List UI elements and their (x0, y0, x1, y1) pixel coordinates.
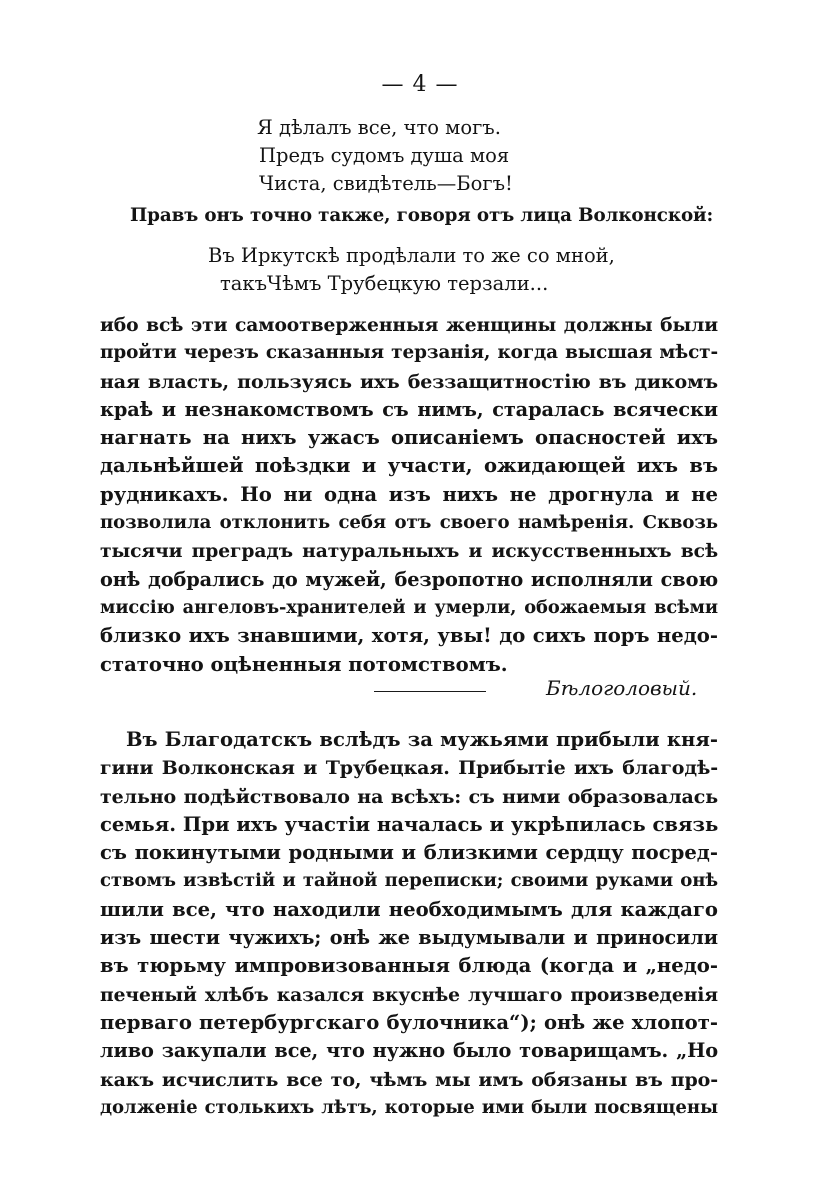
text-line: дальнѣйшей поѣздки и участи, ожидающей ихъ въ (100, 454, 718, 478)
text-line: ливо закупали все, что нужно было товарищамъ. „Но (100, 1039, 718, 1063)
verse-quote-1 (257, 114, 513, 198)
text-line: онѣ добрались до мужей, безропотно исполняли свою (100, 567, 718, 591)
verse-line: Я дѣлалъ все, что могъ. (257, 116, 501, 139)
text-line: въ тюрьму импровизованныя блюда (когда и „недо- (100, 954, 718, 978)
text-line: нагнать на нихъ ужасъ описаніемъ опасностей ихъ (100, 426, 718, 450)
text-line: шили все, что находили необходимымъ для каждаго (100, 897, 718, 921)
paragraph-2 (100, 726, 718, 1122)
text-line: рудникахъ. Но ни одна изъ нихъ не дрогнула и не (100, 482, 718, 506)
text-line: съ покинутыми родными и близкими сердцу посред- (100, 841, 718, 865)
verse-line: Въ Иркутскѣ продѣлали то же со мной, (208, 244, 615, 267)
text-line: позволила отклонить себя отъ своего намѣренія. Сквозь (100, 512, 718, 534)
text-line: печеный хлѣбъ казался вкуснѣе лучшаго произведенія (100, 983, 718, 1006)
text-line: ибо всѣ эти самоотверженныя женщины должны были (100, 314, 718, 336)
text-line: пройти черезъ сказанныя терзанія, когда высшая мѣст- (100, 342, 718, 364)
text-line: семья. При ихъ участіи началась и укрѣпилась связь (100, 812, 719, 836)
text-line: тысячи преградъ натуральныхъ и искусственныхъ всѣ (100, 540, 718, 563)
text-line: тельно подѣйствовало на всѣхъ: съ ними образовалась (100, 785, 718, 808)
text-line: изъ шести чужихъ; онѣ же выдумывали и приносили (100, 926, 718, 950)
verse-line: Чиста, свидѣтель—Богъ! (259, 172, 513, 195)
text-line: долженіе столькихъ лѣтъ, которые ими были посвящены (100, 1096, 718, 1118)
text-line: какъ исчислить все то, чѣмъ мы имъ обязаны въ про- (100, 1068, 718, 1091)
text-line: гини Волконская и Трубецкая. Прибытіе ихъ благодѣ- (100, 757, 718, 780)
text-line: краѣ и незнакомствомъ съ нимъ, старалась всячески (100, 397, 718, 421)
text-line: ствомъ извѣстій и тайной переписки; своими руками онѣ (100, 870, 718, 892)
verse-quote-2 (208, 242, 615, 298)
section-divider (374, 691, 486, 692)
text-line: близко ихъ знавшими, хотя, увы! до сихъ поръ недо- (100, 624, 718, 648)
verse-line: такъЧѣмъ Трубецкую терзали... (220, 272, 549, 295)
text-line: статочно оцѣненныя потомствомъ. (100, 652, 508, 676)
paragraph-1 (100, 311, 718, 679)
text-line: перваго петербургскаго булочника“); онѣ же хлопот- (100, 1010, 718, 1034)
text-line: Въ Благодатскъ вслѣдъ за мужьями прибыли кня- (126, 728, 718, 751)
page-number: — 4 — (381, 72, 459, 97)
intro-sentence: Правъ онъ точно также, говоря отъ лица Волконской: (130, 205, 714, 226)
verse-line: Предъ судомъ душа моя (259, 144, 510, 167)
author-signature: Бѣлоголовый. (546, 676, 698, 700)
text-line: миссію ангеловъ-хранителей и умерли, обожаемыя всѣми (100, 596, 718, 618)
text-line: ная власть, пользуясь ихъ беззащитностію въ дикомъ (100, 370, 718, 393)
